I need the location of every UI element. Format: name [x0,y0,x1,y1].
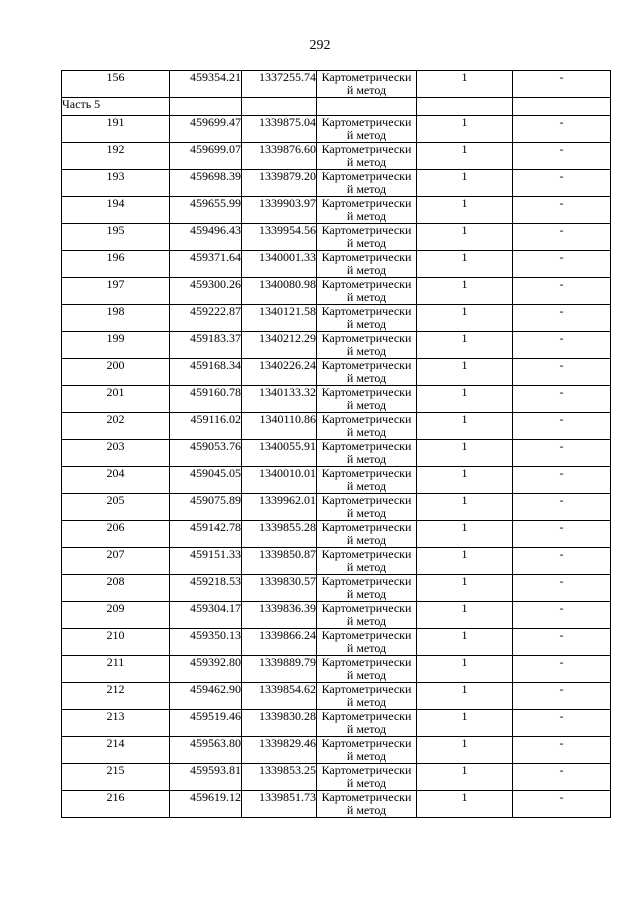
note-cell: - [513,791,611,818]
accuracy-cell: 1 [417,224,513,251]
x-coordinate-cell: 459699.47 [170,116,242,143]
point-number-cell: 209 [62,602,170,629]
y-coordinate-cell: 1339954.56 [242,224,317,251]
point-number-cell: 198 [62,305,170,332]
method-cell: Картометрически й метод [317,521,417,548]
accuracy-cell: 1 [417,791,513,818]
note-cell: - [513,197,611,224]
method-cell: Картометрически й метод [317,494,417,521]
y-coordinate-cell: 1339854.62 [242,683,317,710]
accuracy-cell: 1 [417,575,513,602]
accuracy-cell: 1 [417,278,513,305]
table-body [62,71,611,818]
x-coordinate-cell: 459698.39 [170,170,242,197]
table-row [62,575,611,602]
table-row [62,710,611,737]
table-row [62,602,611,629]
y-coordinate-cell: 1339853.25 [242,764,317,791]
point-number-cell: 194 [62,197,170,224]
accuracy-cell: 1 [417,197,513,224]
x-coordinate-cell: 459142.78 [170,521,242,548]
empty-cell [513,98,611,116]
x-coordinate-cell: 459354.21 [170,71,242,98]
y-coordinate-cell: 1339903.97 [242,197,317,224]
point-number-cell: 208 [62,575,170,602]
table-row [62,413,611,440]
x-coordinate-cell: 459392.80 [170,656,242,683]
table-row [62,440,611,467]
point-number-cell: 216 [62,791,170,818]
note-cell: - [513,332,611,359]
x-coordinate-cell: 459222.87 [170,305,242,332]
x-coordinate-cell: 459045.05 [170,467,242,494]
x-coordinate-cell: 459053.76 [170,440,242,467]
y-coordinate-cell: 1339836.39 [242,602,317,629]
y-coordinate-cell: 1340226.24 [242,359,317,386]
accuracy-cell: 1 [417,440,513,467]
x-coordinate-cell: 459151.33 [170,548,242,575]
table-row [62,278,611,305]
table-row [62,197,611,224]
note-cell: - [513,548,611,575]
y-coordinate-cell: 1339850.87 [242,548,317,575]
point-number-cell: 213 [62,710,170,737]
table-row [62,494,611,521]
note-cell: - [513,737,611,764]
x-coordinate-cell: 459218.53 [170,575,242,602]
accuracy-cell: 1 [417,413,513,440]
point-number-cell: 205 [62,494,170,521]
x-coordinate-cell: 459300.26 [170,278,242,305]
note-cell: - [513,224,611,251]
point-number-cell: 191 [62,116,170,143]
point-number-cell: 195 [62,224,170,251]
point-number-cell: 211 [62,656,170,683]
y-coordinate-cell: 1340080.98 [242,278,317,305]
method-cell: Картометрически й метод [317,791,417,818]
coordinates-table [61,70,611,818]
method-cell: Картометрически й метод [317,71,417,98]
empty-cell [170,98,242,116]
accuracy-cell: 1 [417,494,513,521]
accuracy-cell: 1 [417,170,513,197]
accuracy-cell: 1 [417,629,513,656]
note-cell: - [513,413,611,440]
table-row [62,170,611,197]
table-row [62,629,611,656]
y-coordinate-cell: 1339879.20 [242,170,317,197]
x-coordinate-cell: 459593.81 [170,764,242,791]
method-cell: Картометрически й метод [317,683,417,710]
table-row [62,251,611,278]
note-cell: - [513,575,611,602]
method-cell: Картометрически й метод [317,251,417,278]
table-row [62,521,611,548]
note-cell: - [513,467,611,494]
y-coordinate-cell: 1339855.28 [242,521,317,548]
y-coordinate-cell: 1339875.04 [242,116,317,143]
y-coordinate-cell: 1339829.46 [242,737,317,764]
y-coordinate-cell: 1340010.01 [242,467,317,494]
y-coordinate-cell: 1339876.60 [242,143,317,170]
x-coordinate-cell: 459371.64 [170,251,242,278]
point-number-cell: 203 [62,440,170,467]
table-row [62,791,611,818]
accuracy-cell: 1 [417,683,513,710]
x-coordinate-cell: 459519.46 [170,710,242,737]
empty-cell [317,98,417,116]
method-cell: Картометрически й метод [317,332,417,359]
accuracy-cell: 1 [417,251,513,278]
point-number-cell: 156 [62,71,170,98]
table-row [62,548,611,575]
empty-cell [417,98,513,116]
method-cell: Картометрически й метод [317,224,417,251]
method-cell: Картометрически й метод [317,602,417,629]
note-cell: - [513,710,611,737]
accuracy-cell: 1 [417,332,513,359]
accuracy-cell: 1 [417,386,513,413]
table-row [62,467,611,494]
note-cell: - [513,71,611,98]
y-coordinate-cell: 1337255.74 [242,71,317,98]
empty-cell [242,98,317,116]
note-cell: - [513,656,611,683]
point-number-cell: 202 [62,413,170,440]
point-number-cell: 206 [62,521,170,548]
accuracy-cell: 1 [417,764,513,791]
method-cell: Картометрически й метод [317,413,417,440]
x-coordinate-cell: 459350.13 [170,629,242,656]
point-number-cell: 210 [62,629,170,656]
note-cell: - [513,143,611,170]
method-cell: Картометрически й метод [317,197,417,224]
section-label: Часть 5 [62,98,170,116]
x-coordinate-cell: 459563.80 [170,737,242,764]
note-cell: - [513,116,611,143]
accuracy-cell: 1 [417,71,513,98]
y-coordinate-cell: 1340110.86 [242,413,317,440]
point-number-cell: 196 [62,251,170,278]
y-coordinate-cell: 1339962.01 [242,494,317,521]
y-coordinate-cell: 1339830.57 [242,575,317,602]
method-cell: Картометрически й метод [317,305,417,332]
point-number-cell: 197 [62,278,170,305]
method-cell: Картометрически й метод [317,278,417,305]
point-number-cell: 199 [62,332,170,359]
table-row [62,764,611,791]
point-number-cell: 214 [62,737,170,764]
table-row [62,737,611,764]
table-row [62,305,611,332]
y-coordinate-cell: 1340055.91 [242,440,317,467]
accuracy-cell: 1 [417,359,513,386]
accuracy-cell: 1 [417,710,513,737]
table-row [62,224,611,251]
method-cell: Картометрически й метод [317,143,417,170]
method-cell: Картометрически й метод [317,764,417,791]
accuracy-cell: 1 [417,467,513,494]
point-number-cell: 201 [62,386,170,413]
accuracy-cell: 1 [417,656,513,683]
x-coordinate-cell: 459116.02 [170,413,242,440]
note-cell: - [513,251,611,278]
x-coordinate-cell: 459619.12 [170,791,242,818]
table-row [62,143,611,170]
table-row [62,359,611,386]
point-number-cell: 212 [62,683,170,710]
method-cell: Картометрически й метод [317,467,417,494]
table-row [62,386,611,413]
note-cell: - [513,629,611,656]
accuracy-cell: 1 [417,602,513,629]
point-number-cell: 204 [62,467,170,494]
method-cell: Картометрически й метод [317,575,417,602]
point-number-cell: 193 [62,170,170,197]
note-cell: - [513,521,611,548]
note-cell: - [513,278,611,305]
table-row [62,332,611,359]
point-number-cell: 192 [62,143,170,170]
note-cell: - [513,440,611,467]
method-cell: Картометрически й метод [317,710,417,737]
method-cell: Картометрически й метод [317,116,417,143]
y-coordinate-cell: 1340001.33 [242,251,317,278]
note-cell: - [513,359,611,386]
x-coordinate-cell: 459462.90 [170,683,242,710]
point-number-cell: 215 [62,764,170,791]
accuracy-cell: 1 [417,143,513,170]
method-cell: Картометрически й метод [317,386,417,413]
table-row [62,71,611,98]
note-cell: - [513,683,611,710]
section-row [62,98,611,116]
table-row [62,116,611,143]
note-cell: - [513,764,611,791]
note-cell: - [513,170,611,197]
page-number: 292 [309,38,331,53]
accuracy-cell: 1 [417,521,513,548]
point-number-cell: 207 [62,548,170,575]
method-cell: Картометрически й метод [317,440,417,467]
table-row [62,683,611,710]
y-coordinate-cell: 1340133.32 [242,386,317,413]
y-coordinate-cell: 1340212.29 [242,332,317,359]
note-cell: - [513,386,611,413]
method-cell: Картометрически й метод [317,548,417,575]
y-coordinate-cell: 1339830.28 [242,710,317,737]
x-coordinate-cell: 459655.99 [170,197,242,224]
method-cell: Картометрически й метод [317,170,417,197]
accuracy-cell: 1 [417,116,513,143]
method-cell: Картометрически й метод [317,629,417,656]
note-cell: - [513,602,611,629]
method-cell: Картометрически й метод [317,737,417,764]
table-row [62,656,611,683]
note-cell: - [513,494,611,521]
x-coordinate-cell: 459699.07 [170,143,242,170]
y-coordinate-cell: 1339889.79 [242,656,317,683]
accuracy-cell: 1 [417,737,513,764]
x-coordinate-cell: 459160.78 [170,386,242,413]
y-coordinate-cell: 1339866.24 [242,629,317,656]
x-coordinate-cell: 459183.37 [170,332,242,359]
accuracy-cell: 1 [417,548,513,575]
x-coordinate-cell: 459075.89 [170,494,242,521]
y-coordinate-cell: 1340121.58 [242,305,317,332]
x-coordinate-cell: 459304.17 [170,602,242,629]
method-cell: Картометрически й метод [317,656,417,683]
method-cell: Картометрически й метод [317,359,417,386]
x-coordinate-cell: 459496.43 [170,224,242,251]
point-number-cell: 200 [62,359,170,386]
accuracy-cell: 1 [417,305,513,332]
y-coordinate-cell: 1339851.73 [242,791,317,818]
note-cell: - [513,305,611,332]
x-coordinate-cell: 459168.34 [170,359,242,386]
